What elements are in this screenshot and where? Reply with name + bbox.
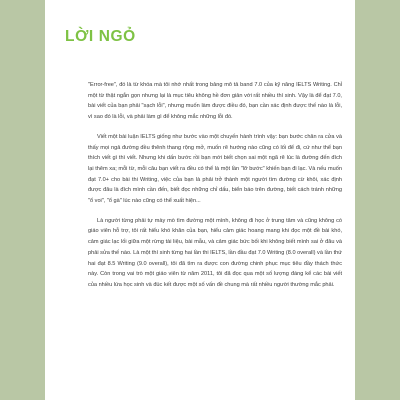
- paragraph-1: "Error-free", đó là từ khóa mà tôi nhớ nhất trong bảng mô tả band 7.0 của kỹ năng IELTS Writing. Chỉ một từ thật ngắn gọn nhưng lại là mục tiêu không hề đơn giản với rất nhiều thí sinh. Vậy là để đạt 7.0, bài viết của bạn phải "sạch lỗi", nhưng muốn làm được điều đó, bạn cần xác định được thế nào là lỗi, vì sao đó là lỗi, và phải làm gì để không mắc những lỗi đó.: [88, 82, 342, 121]
- page-title: LỜI NGỎ: [65, 28, 136, 45]
- page-body: [88, 80, 342, 300]
- paragraph-3: Là người từng phải tự mày mò tìm đường một mình, không đi học ở trung tâm và cũng không có giáo viên hỗ trợ, tôi rất hiểu khó khăn của bạn, hiểu cảm giác hoang mang khi đọc một đề bài khó, cảm giác lạc lối giữa một rừng tài liệu, bài mẫu, và cảm giác bức bối khi không biết mình sai ở đâu và phải sửa thế nào. Là một thí sinh từng hai lần thi IELTS, lần đầu đạt 7.0 Writing (8.0 overall) và lần thứ hai đạt 8.5 Writing (9.0 overall), tôi đã tìm ra được con đường chinh phục mục tiêu đầy thách thức này. Còn trong vai trò một giáo viên từ năm 2011, tôi đã đọc qua một số lượng đáng kể các bài viết của nhiều lứa học sinh và đúc kết được một số vấn đề chung mà rất nhiều người thường mắc phải.: [88, 217, 342, 288]
- paragraph-2: Viết một bài luận IELTS giống như bước vào một chuyến hành trình vậy: bạn bước chân ra cửa và thấy mọi ngả đường đều thênh thang rộng mở, muốn rẽ hướng nào cũng có lối để đi, cứ như thể bạn thích viết gì thì viết. Nhưng khi dấn bước rồi bạn mới biết chọn sai một ngã rẽ lúc là đường đến đích lại thêm xa; mỗi từ, mỗi câu bạn viết ra đều có thể là một lần "lỡ bước" khiến bạn đi lạc. Và nếu muốn đạt 7.0+ cho bài thi Writing, việc của bạn là phải trở thành một người tìm đường cừ khôi, xác định được đâu là đích mình cần đến, biết đọc những chỉ dấu, biển báo trên đường, biết cách tránh những "ổ voi", "ổ gà" lúc nào cũng có thể xuất hiện...: [88, 133, 342, 205]
- book-page: [45, 0, 355, 400]
